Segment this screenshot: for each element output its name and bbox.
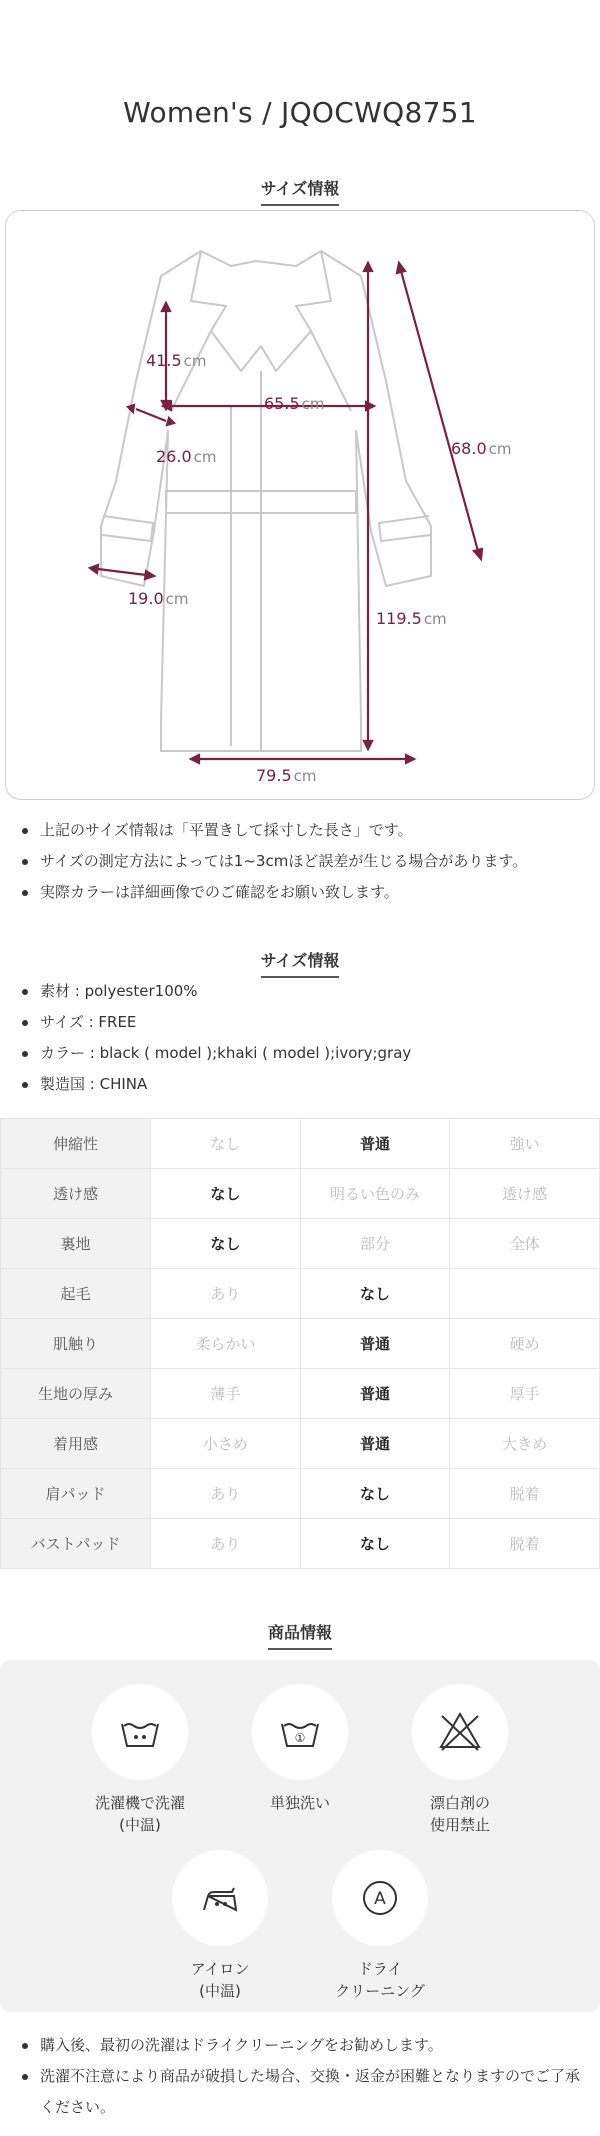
attribute-label: バストパッド [1, 1519, 151, 1569]
care-label-line2: (中温) [119, 1816, 161, 1834]
list-item: 製造国 : CHINA [20, 1069, 590, 1100]
attribute-option: 透け感 [450, 1169, 600, 1219]
attribute-option: 柔らかい [151, 1319, 301, 1369]
coat-diagram [6, 211, 596, 801]
iron-medium-icon [190, 1868, 250, 1928]
care-label-line2: 使用禁止 [429, 1816, 490, 1834]
wash-number-symbol: ① [294, 1731, 306, 1745]
size-diagram [5, 210, 595, 800]
list-item: 上記のサイズ情報は「平置きして採寸した長さ」です。 [20, 815, 590, 846]
care-label-line1: 漂白剤の [429, 1794, 490, 1812]
care-label-line1: 単独洗い [269, 1794, 330, 1812]
attribute-option: 普通 [300, 1319, 450, 1369]
table-row [1, 1269, 600, 1319]
material-heading-text: サイズ情報 [261, 948, 340, 978]
sleeve-upper-measurement: 26.0 cm [156, 447, 217, 466]
attribute-option: なし [300, 1269, 450, 1319]
shoulder-measurement: 65.5 cm [264, 394, 325, 413]
attribute-label: 伸縮性 [1, 1119, 151, 1169]
table-row [1, 1319, 600, 1369]
attribute-option: 厚手 [450, 1369, 600, 1419]
care-label-line2: (中温) [199, 1982, 241, 2000]
attribute-label: 透け感 [1, 1169, 151, 1219]
attribute-option: あり [151, 1469, 301, 1519]
product-notes [20, 2030, 590, 2123]
care-item-iron [140, 1850, 300, 2002]
list-item: 購入後、最初の洗濯はドライクリーニングをお勧めします。 [20, 2030, 590, 2061]
machine-wash-icon [110, 1702, 170, 1762]
table-row [1, 1119, 600, 1169]
attribute-label: 起毛 [1, 1269, 151, 1319]
attribute-option: 普通 [300, 1119, 450, 1169]
table-row [1, 1219, 600, 1269]
attribute-option: 脱着 [450, 1519, 600, 1569]
care-item-dry-clean [300, 1850, 460, 2002]
attribute-option: なし [300, 1519, 450, 1569]
attribute-label: 着用感 [1, 1419, 151, 1469]
attribute-option: 薄手 [151, 1369, 301, 1419]
attribute-option: 強い [450, 1119, 600, 1169]
list-item: 洗濯不注意により商品が破損した場合、交換・返金が困難となりますのでご了承ください。 [20, 2061, 590, 2123]
attribute-option: 全体 [450, 1219, 600, 1269]
product-info-heading [0, 1620, 600, 1650]
length-measurement: 119.5 cm [376, 609, 447, 628]
list-item: 素材 : polyester100% [20, 976, 590, 1007]
attribute-option [450, 1269, 600, 1319]
hand-wash-separately-icon [270, 1702, 330, 1762]
attribute-label: 肩パッド [1, 1469, 151, 1519]
attribute-option: 硬め [450, 1319, 600, 1369]
care-item-no-bleach [380, 1684, 540, 1836]
attribute-option: なし [300, 1469, 450, 1519]
attribute-option: 普通 [300, 1369, 450, 1419]
size-info-heading [0, 176, 600, 206]
attribute-option: なし [151, 1219, 301, 1269]
attribute-option: 普通 [300, 1419, 450, 1469]
list-item: 実際カラーは詳細画像でのご確認をお願い致します。 [20, 877, 590, 908]
hem-measurement: 79.5 cm [256, 766, 317, 785]
list-item: サイズの測定方法によっては1~3cmほど誤差が生じる場合があります。 [20, 846, 590, 877]
table-row [1, 1519, 600, 1569]
size-notes [20, 815, 590, 908]
collar-measurement: 41.5 cm [146, 351, 207, 370]
table-row [1, 1419, 600, 1469]
dry-clean-letter: A [374, 1889, 386, 1909]
attribute-option: 明るい色のみ [300, 1169, 450, 1219]
attribute-option: あり [151, 1269, 301, 1319]
care-item-wash-separately [220, 1684, 380, 1814]
care-instructions-panel [0, 1660, 600, 2012]
attribute-option: なし [151, 1119, 301, 1169]
page-title: Women's / JQOCWQ8751 [123, 96, 477, 129]
attribute-label: 肌触り [1, 1319, 151, 1369]
cuff-measurement: 19.0 cm [128, 589, 189, 608]
attribute-option: あり [151, 1519, 301, 1569]
table-row [1, 1169, 600, 1219]
attribute-option: なし [151, 1169, 301, 1219]
material-heading [0, 948, 600, 978]
attribute-option: 部分 [300, 1219, 450, 1269]
sleeve-length-measurement: 68.0 cm [451, 439, 512, 458]
care-label-line1: アイロン [190, 1960, 250, 1978]
care-label-line2: クリーニング [335, 1982, 425, 2000]
attribute-label: 裏地 [1, 1219, 151, 1269]
attribute-label: 生地の厚み [1, 1369, 151, 1419]
care-label-line1: 洗濯機で洗濯 [94, 1794, 185, 1812]
table-row [1, 1469, 600, 1519]
fabric-attribute-table [0, 1118, 600, 1569]
table-row [1, 1369, 600, 1419]
product-info-heading-text: 商品情報 [268, 1620, 332, 1650]
dry-clean-icon [350, 1868, 410, 1928]
list-item: カラー : black ( model );khaki ( model );ivory;gray [20, 1038, 590, 1069]
attribute-option: 大きめ [450, 1419, 600, 1469]
attribute-option: 小さめ [151, 1419, 301, 1469]
no-bleach-icon [430, 1702, 490, 1762]
attribute-option: 脱着 [450, 1469, 600, 1519]
list-item: サイズ : FREE [20, 1007, 590, 1038]
care-label-line1: ドライ [357, 1960, 403, 1978]
care-item-machine-wash [60, 1684, 220, 1836]
material-list [20, 976, 590, 1100]
size-info-heading-text: サイズ情報 [261, 176, 340, 206]
